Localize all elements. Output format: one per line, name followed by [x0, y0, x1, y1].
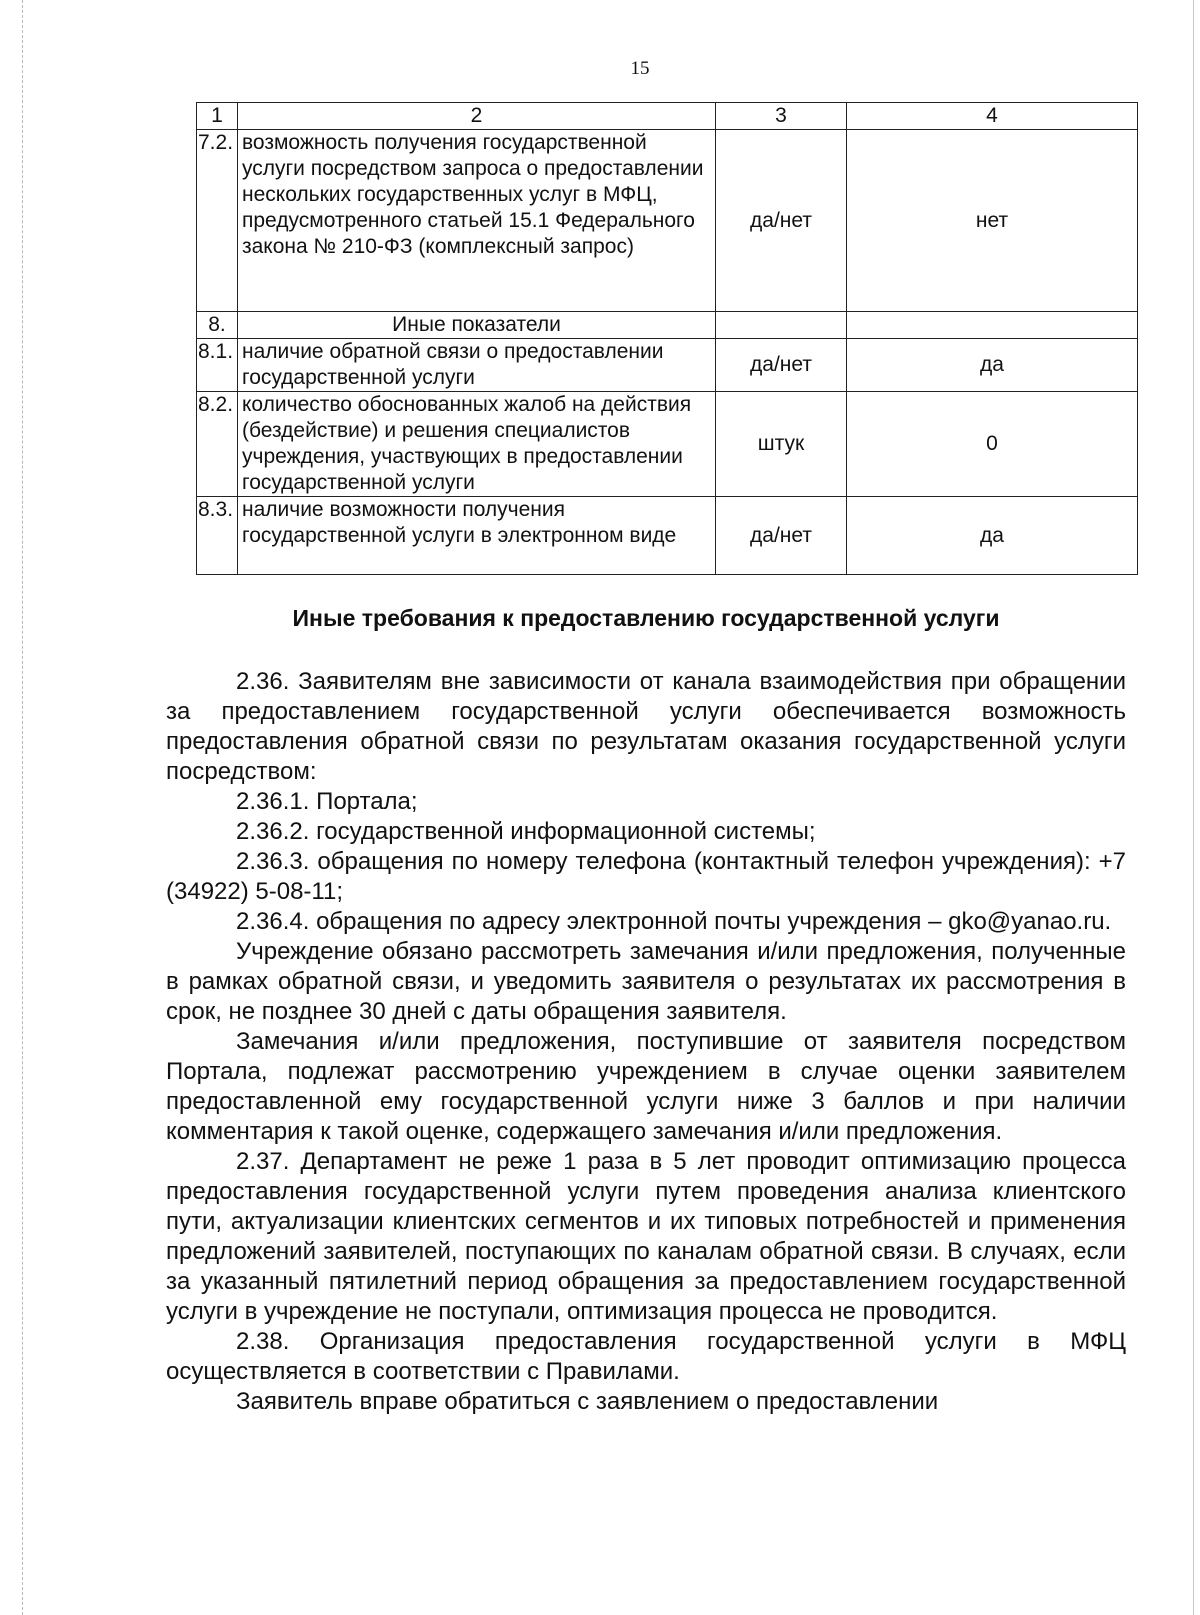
- table-row: [197, 339, 1138, 392]
- paragraph: 2.36.2. государственной информационной системы;: [236, 818, 816, 845]
- row-value: да: [847, 339, 1138, 392]
- paragraph: Замечания и/или предложения, поступившие от заявителя посредством Портала, подлежат рассмотрению учреждением в случае оценки заявителем предоставленной ему государственной услуги ниже 3 баллов и при наличии комментария к такой оценке, содержащего замечания и/или предложения.: [166, 1028, 1126, 1145]
- row-indicator: возможность получения государственной услуги посредством запроса о предоставлении нескольких государственных услуг в МФЦ, предусмотренного статьей 15.1 Федерального закона № 210-ФЗ (комплексный запрос): [238, 130, 716, 312]
- scan-right-edge: [1193, 0, 1194, 1615]
- section-title: Иные требования к предоставлению государственной услуги: [292, 605, 1000, 631]
- paragraph: 2.36.3. обращения по номеру телефона (контактный телефон учреждения): +7 (34922) 5-08-11;: [166, 848, 1126, 905]
- row-number: 7.2.: [197, 130, 238, 312]
- row-value: нет: [847, 130, 1138, 312]
- scan-left-edge: [22, 0, 23, 1615]
- indicators-table: [196, 102, 1138, 575]
- paragraph: Учреждение обязано рассмотреть замечания и/или предложения, полученные в рамках обратной связи, и уведомить заявителя о результатах их рассмотрения в срок, не позднее 30 дней с даты обращения заявителя.: [166, 938, 1126, 1025]
- table-header-row: [197, 103, 1138, 130]
- paragraph: 2.37. Департамент не реже 1 раза в 5 лет проводит оптимизацию процесса предоставления государственной услуги путем проведения анализа клиентского пути, актуализации клиентских сегментов и их типовых потребностей и применения предложений заявителей, поступающих по каналам обратной связи. В случаях, если за указанный пятилетний период обращения за предоставлением государственной услуги в учреждение не поступали, оптимизация процесса не проводится.: [166, 1148, 1126, 1325]
- table-row: [197, 497, 1138, 575]
- row-number: 8.: [197, 312, 238, 339]
- row-number: 8.1.: [197, 339, 238, 392]
- table-row: [197, 312, 1138, 339]
- row-number: 8.2.: [197, 392, 238, 497]
- table-header-cell: 1: [197, 103, 238, 130]
- row-indicator: Иные показатели: [238, 312, 716, 339]
- row-unit: да/нет: [716, 339, 847, 392]
- table-header-cell: 3: [716, 103, 847, 130]
- row-indicator: наличие возможности получения государственной услуги в электронном виде: [238, 497, 716, 575]
- table-row: [197, 130, 1138, 312]
- row-value: 0: [847, 392, 1138, 497]
- paragraph: 2.38. Организация предоставления государственной услуги в МФЦ осуществляется в соответствии с Правилами.: [166, 1328, 1126, 1385]
- row-value: да: [847, 497, 1138, 575]
- row-unit: да/нет: [716, 130, 847, 312]
- row-unit: да/нет: [716, 497, 847, 575]
- row-number: 8.3.: [197, 497, 238, 575]
- paragraph: Заявитель вправе обратиться с заявлением о предоставлении: [236, 1388, 939, 1415]
- row-indicator: количество обоснованных жалоб на действия (бездействие) и решения специалистов учреждения, участвующих в предоставлении государственной услуги: [238, 392, 716, 497]
- page-number: 15: [630, 58, 650, 79]
- paragraph: 2.36. Заявителям вне зависимости от канала взаимодействия при обращении за предоставлением государственной услуги обеспечивается возможность предоставления обратной связи по результатам оказания государственной услуги посредством:: [166, 668, 1126, 785]
- table-header-cell: 4: [847, 103, 1138, 130]
- paragraph: 2.36.4. обращения по адресу электронной почты учреждения – gko@yanao.ru.: [236, 908, 1112, 935]
- row-unit: штук: [716, 392, 847, 497]
- row-unit: [716, 312, 847, 339]
- body-text: [166, 667, 1126, 1417]
- table-row: [197, 392, 1138, 497]
- table-header-cell: 2: [238, 103, 716, 130]
- row-value: [847, 312, 1138, 339]
- row-indicator: наличие обратной связи о предоставлении государственной услуги: [238, 339, 716, 392]
- paragraph: 2.36.1. Портала;: [236, 788, 418, 815]
